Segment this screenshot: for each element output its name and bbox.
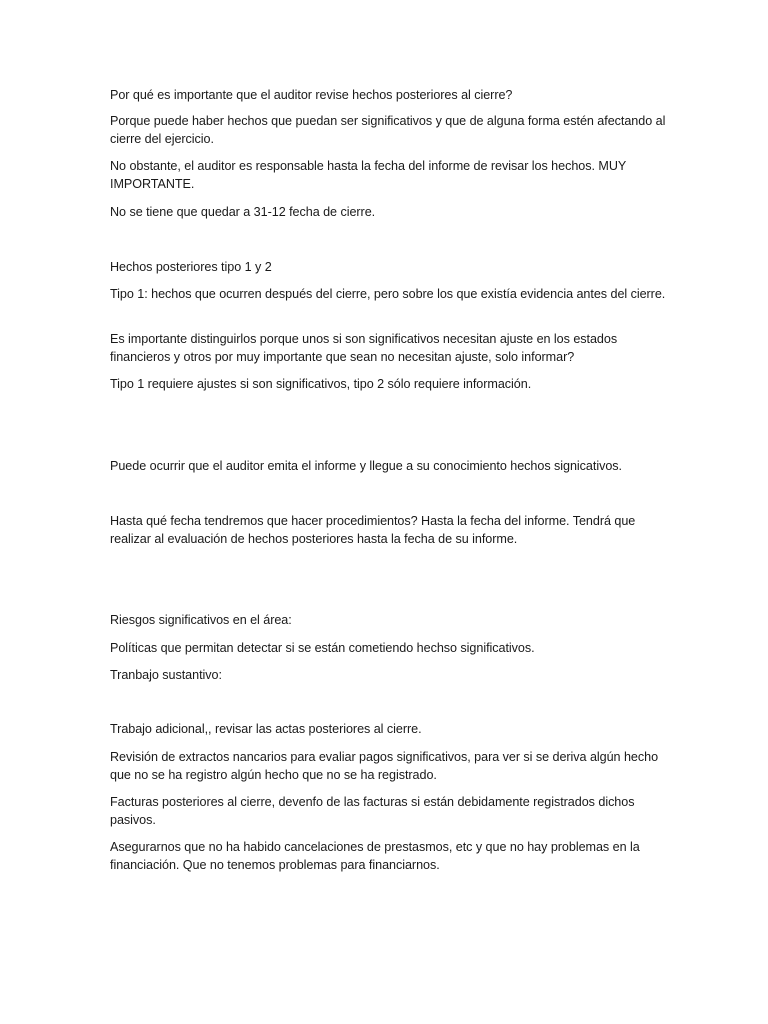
paragraph-type-adjustments: Tipo 1 requiere ajustes si son significativos, tipo 2 sólo requiere información. [110, 377, 532, 391]
paragraph-bank-statements: Revisión de extractos nancarios para evaliar pagos significativos, para ver si se deriva algún hecho que no se ha registro algún hecho que no se ha registrado. [110, 750, 659, 782]
paragraph-auditor-responsibility: No obstante, el auditor es responsable hasta la fecha del informe de revisar los hechos. MUY IMPORTANTE. [110, 159, 627, 191]
paragraph-type-1-definition: Tipo 1: hechos que ocurren después del cierre, pero sobre los que existía evidencia antes del cierre. [110, 287, 666, 301]
paragraph-question-importance: Por qué es importante que el auditor revise hechos posteriores al cierre? [110, 88, 513, 102]
paragraph-procedures-date: Hasta qué fecha tendremos que hacer procedimientos? Hasta la fecha del informe. Tendrá que realizar al evaluación de hechos posteriores hasta la fecha de su informe. [110, 514, 636, 546]
paragraph-answer-significance: Porque puede haber hechos que puedan ser significativos y que de alguna forma estén afectando al cierre del ejercicio. [110, 114, 666, 146]
paragraph-additional-work: Trabajo adicional,, revisar las actas posteriores al cierre. [110, 722, 422, 736]
paragraph-policies: Políticas que permitan detectar si se están cometiendo hechso significativos. [110, 641, 535, 655]
heading-substantive-work: Tranbajo sustantivo: [110, 668, 222, 682]
paragraph-invoices: Facturas posteriores al cierre, devenfo de las facturas si están debidamente registrados dichos pasivos. [110, 795, 635, 827]
heading-subsequent-events-types: Hechos posteriores tipo 1 y 2 [110, 260, 272, 274]
paragraph-closing-date: No se tiene que quedar a 31-12 fecha de cierre. [110, 205, 376, 219]
paragraph-distinguish-types: Es importante distinguirlos porque unos si son significativos necesitan ajuste en los estados financieros y otros por muy importante que sean no necesitan ajuste, solo informar? [110, 332, 618, 364]
document-page [110, 0, 670, 1024]
paragraph-report-issued: Puede ocurrir que el auditor emita el informe y llegue a su conocimiento hechos signicativos. [110, 459, 622, 473]
paragraph-financing: Asegurarnos que no ha habido cancelaciones de prestasmos, etc y que no hay problemas en la financiación. Que no tenemos problemas para financiarnos. [110, 840, 640, 872]
heading-significant-risks: Riesgos significativos en el área: [110, 613, 292, 627]
